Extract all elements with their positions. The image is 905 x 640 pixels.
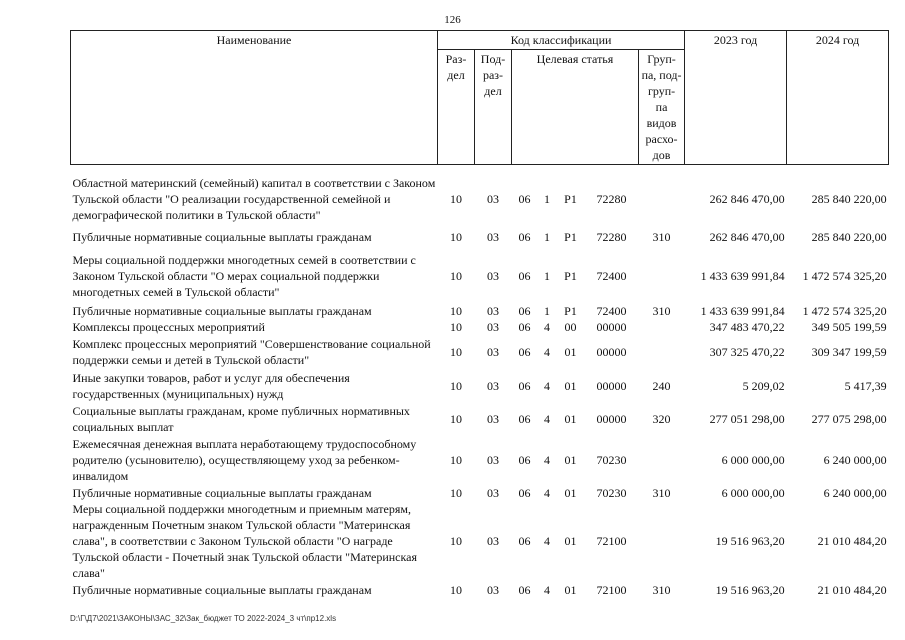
- row-name: Комплексы процессных мероприятий: [72, 320, 265, 334]
- row-amount-2024: 6 240 000,00: [823, 486, 887, 500]
- row-vid-rashodov: [639, 501, 685, 581]
- row-cs-program: 06: [518, 269, 531, 283]
- table-row: [71, 581, 889, 599]
- row-amount-2024: 1 472 574 325,20: [802, 269, 887, 283]
- row-podrazdel: 03: [487, 453, 499, 467]
- row-name: Ежемесячная денежная выплата неработающему трудоспособному родителю (усыновителю), осуществляющему уход за ребенком-инвалидом: [72, 437, 417, 483]
- table-row: [71, 369, 889, 402]
- row-cs-program: 06: [518, 378, 531, 393]
- budget-table: [70, 30, 889, 599]
- row-cs-program: 06: [518, 583, 531, 597]
- row-cs-direction: 00000: [596, 345, 627, 359]
- header-year-2024: 2024 год: [787, 31, 889, 165]
- row-cs-structure: 01: [564, 486, 577, 500]
- row-razdel: 10: [450, 345, 462, 359]
- row-razdel: 10: [450, 192, 462, 206]
- row-amount-2023: 277 051 298,00: [709, 411, 785, 426]
- row-vid-rashodov: [639, 319, 685, 335]
- row-cs-structure: Р1: [564, 304, 577, 318]
- row-amount-2023: 347 483 470,22: [709, 320, 785, 334]
- table-row: [71, 173, 889, 225]
- row-razdel: 10: [450, 230, 462, 244]
- row-podrazdel: 03: [487, 378, 499, 393]
- row-podrazdel: 03: [487, 583, 499, 597]
- row-amount-2023: 19 516 963,20: [715, 534, 785, 548]
- row-amount-2024: 277 075 298,00: [811, 411, 887, 426]
- row-cs-program: 06: [518, 192, 531, 206]
- page-number: 126: [444, 14, 461, 26]
- row-amount-2024: 285 840 220,00: [811, 192, 887, 206]
- row-name: Меры социальной поддержки многодетным и приемным матерям, награжденным Почетным знаком Тульской области "Материнская слава", в соответствии с Законом Тульской области "О награде Тульской области - Почетный знак Тульской области "Материнская слава": [72, 502, 417, 580]
- row-cs-type: 4: [544, 411, 550, 426]
- row-vid-rashodov: [639, 335, 685, 369]
- row-cs-structure: 01: [564, 583, 577, 597]
- table-row: [71, 402, 889, 435]
- row-name: Меры социальной поддержки многодетных семей в соответствии с Законом Тульской области "О мерах социальной поддержки многодетных семей в Тульской области": [72, 253, 416, 299]
- row-podrazdel: 03: [487, 269, 499, 283]
- row-cs-program: 06: [518, 304, 531, 318]
- row-podrazdel: 03: [487, 411, 499, 426]
- row-podrazdel: 03: [487, 486, 499, 500]
- row-name: Публичные нормативные социальные выплаты гражданам: [72, 486, 372, 500]
- row-podrazdel: 03: [487, 192, 499, 206]
- row-amount-2023: 6 000 000,00: [721, 486, 785, 500]
- row-cs-structure: 01: [564, 411, 577, 426]
- row-podrazdel: 03: [487, 345, 499, 359]
- row-amount-2024: 349 505 199,59: [811, 320, 887, 334]
- header-code-group: Код классификации: [438, 31, 685, 50]
- row-cs-type: 1: [544, 230, 550, 244]
- row-amount-2024: 285 840 220,00: [811, 230, 887, 244]
- row-cs-direction: 70230: [596, 453, 627, 467]
- budget-table-wrapper: [70, 30, 888, 599]
- row-razdel: 10: [450, 534, 462, 548]
- row-amount-2024: 5 417,39: [844, 378, 887, 393]
- row-cs-program: 06: [518, 411, 531, 426]
- row-cs-direction: 72400: [596, 304, 627, 318]
- row-razdel: 10: [450, 304, 462, 318]
- file-path-footer: D:\Г\Д7\2021\ЗАКОНЫ\ЗАС_32\Зак_бюджет ТО 2022-2024_3 чт\пр12.xls: [70, 614, 337, 623]
- row-cs-direction: 00000: [596, 378, 627, 393]
- row-cs-structure: 01: [564, 534, 577, 548]
- row-cs-program: 06: [518, 486, 531, 500]
- row-cs-type: 4: [544, 345, 550, 359]
- row-vid-rashodov: [639, 435, 685, 485]
- row-cs-program: 06: [518, 345, 531, 359]
- row-vid-rashodov: [639, 249, 685, 303]
- row-vid-rashodov: 240: [652, 378, 671, 393]
- row-cs-direction: 72280: [596, 192, 627, 206]
- table-row: [71, 485, 889, 501]
- row-cs-structure: 01: [564, 453, 577, 467]
- row-amount-2023: 262 846 470,00: [709, 192, 785, 206]
- row-amount-2024: 309 347 199,59: [811, 345, 887, 359]
- row-amount-2023: 1 433 639 991,84: [700, 304, 785, 318]
- row-cs-direction: 72100: [596, 534, 627, 548]
- table-body: [71, 165, 889, 600]
- table-row: [71, 249, 889, 303]
- row-cs-type: 1: [544, 304, 550, 318]
- row-cs-type: 1: [544, 192, 550, 206]
- row-podrazdel: 03: [487, 534, 499, 548]
- row-cs-structure: Р1: [564, 269, 577, 283]
- row-razdel: 10: [450, 378, 462, 393]
- row-cs-program: 06: [518, 230, 531, 244]
- row-cs-direction: 72400: [596, 269, 627, 283]
- row-cs-structure: 01: [564, 345, 577, 359]
- row-razdel: 10: [450, 269, 462, 283]
- table-row: [71, 501, 889, 581]
- row-cs-structure: 00: [564, 320, 577, 334]
- row-name: Социальные выплаты гражданам, кроме публичных нормативных социальных выплат: [72, 403, 410, 434]
- row-vid-rashodov: 310: [652, 486, 671, 500]
- row-cs-direction: 72280: [596, 230, 627, 244]
- table-row: [71, 303, 889, 319]
- row-amount-2024: 6 240 000,00: [823, 453, 887, 467]
- header-name: Наименование: [71, 31, 438, 165]
- row-cs-direction: 72100: [596, 583, 627, 597]
- row-cs-direction: 00000: [596, 411, 627, 426]
- row-cs-program: 06: [518, 320, 531, 334]
- row-razdel: 10: [450, 320, 462, 334]
- row-cs-type: 4: [544, 583, 550, 597]
- row-amount-2023: 19 516 963,20: [715, 583, 785, 597]
- row-podrazdel: 03: [487, 230, 499, 244]
- row-cs-type: 4: [544, 486, 550, 500]
- row-amount-2024: 1 472 574 325,20: [802, 304, 887, 318]
- row-vid-rashodov: [639, 173, 685, 225]
- row-name: Публичные нормативные социальные выплаты гражданам: [72, 583, 372, 597]
- row-amount-2024: 21 010 484,20: [817, 583, 887, 597]
- row-cs-structure: Р1: [564, 192, 577, 206]
- row-vid-rashodov: 310: [652, 304, 671, 318]
- row-amount-2024: 21 010 484,20: [817, 534, 887, 548]
- header-gruppa-vidov-rashodov: Груп- па, под- груп- па видов расхо- дов: [639, 50, 685, 165]
- header-razdel: Раз- дел: [438, 50, 475, 165]
- row-cs-type: 4: [544, 534, 550, 548]
- row-amount-2023: 1 433 639 991,84: [700, 269, 785, 283]
- row-vid-rashodov: 310: [652, 230, 671, 244]
- row-cs-direction: 70230: [596, 486, 627, 500]
- row-razdel: 10: [450, 583, 462, 597]
- row-cs-type: 4: [544, 320, 550, 334]
- row-razdel: 10: [450, 411, 462, 426]
- row-cs-direction: 00000: [596, 320, 627, 334]
- row-podrazdel: 03: [487, 304, 499, 318]
- header-podrazdel: Под- раз- дел: [475, 50, 512, 165]
- row-razdel: 10: [450, 486, 462, 500]
- row-vid-rashodov: 320: [652, 411, 671, 426]
- row-amount-2023: 262 846 470,00: [709, 230, 785, 244]
- row-cs-program: 06: [518, 453, 531, 467]
- row-podrazdel: 03: [487, 320, 499, 334]
- row-name: Публичные нормативные социальные выплаты гражданам: [72, 304, 372, 318]
- row-amount-2023: 307 325 470,22: [709, 345, 785, 359]
- row-cs-type: 4: [544, 453, 550, 467]
- header-celevaya-statya: Целевая статья: [512, 50, 639, 165]
- row-cs-type: 4: [544, 378, 550, 393]
- row-name: Комплекс процессных мероприятий "Совершенствование социальной поддержки семьи и детей в Тульской области": [72, 337, 431, 367]
- row-name: Публичные нормативные социальные выплаты гражданам: [72, 230, 372, 244]
- row-cs-program: 06: [518, 534, 531, 548]
- row-cs-type: 1: [544, 269, 550, 283]
- row-cs-structure: Р1: [564, 230, 577, 244]
- row-amount-2023: 5 209,02: [742, 378, 785, 393]
- table-row: [71, 319, 889, 335]
- header-year-2023: 2023 год: [685, 31, 787, 165]
- table-row: [71, 435, 889, 485]
- row-cs-structure: 01: [564, 378, 577, 393]
- table-row: [71, 335, 889, 369]
- row-amount-2023: 6 000 000,00: [721, 453, 785, 467]
- row-razdel: 10: [450, 453, 462, 467]
- row-name: Областной материнский (семейный) капитал в соответствии с Законом Тульской области "О реализации государственной семейной и демографической политики в Тульской области": [72, 176, 436, 222]
- row-name: Иные закупки товаров, работ и услуг для обеспечения государственных (муниципальных) нужд: [72, 370, 350, 401]
- row-vid-rashodov: 310: [652, 583, 671, 597]
- table-row: [71, 225, 889, 249]
